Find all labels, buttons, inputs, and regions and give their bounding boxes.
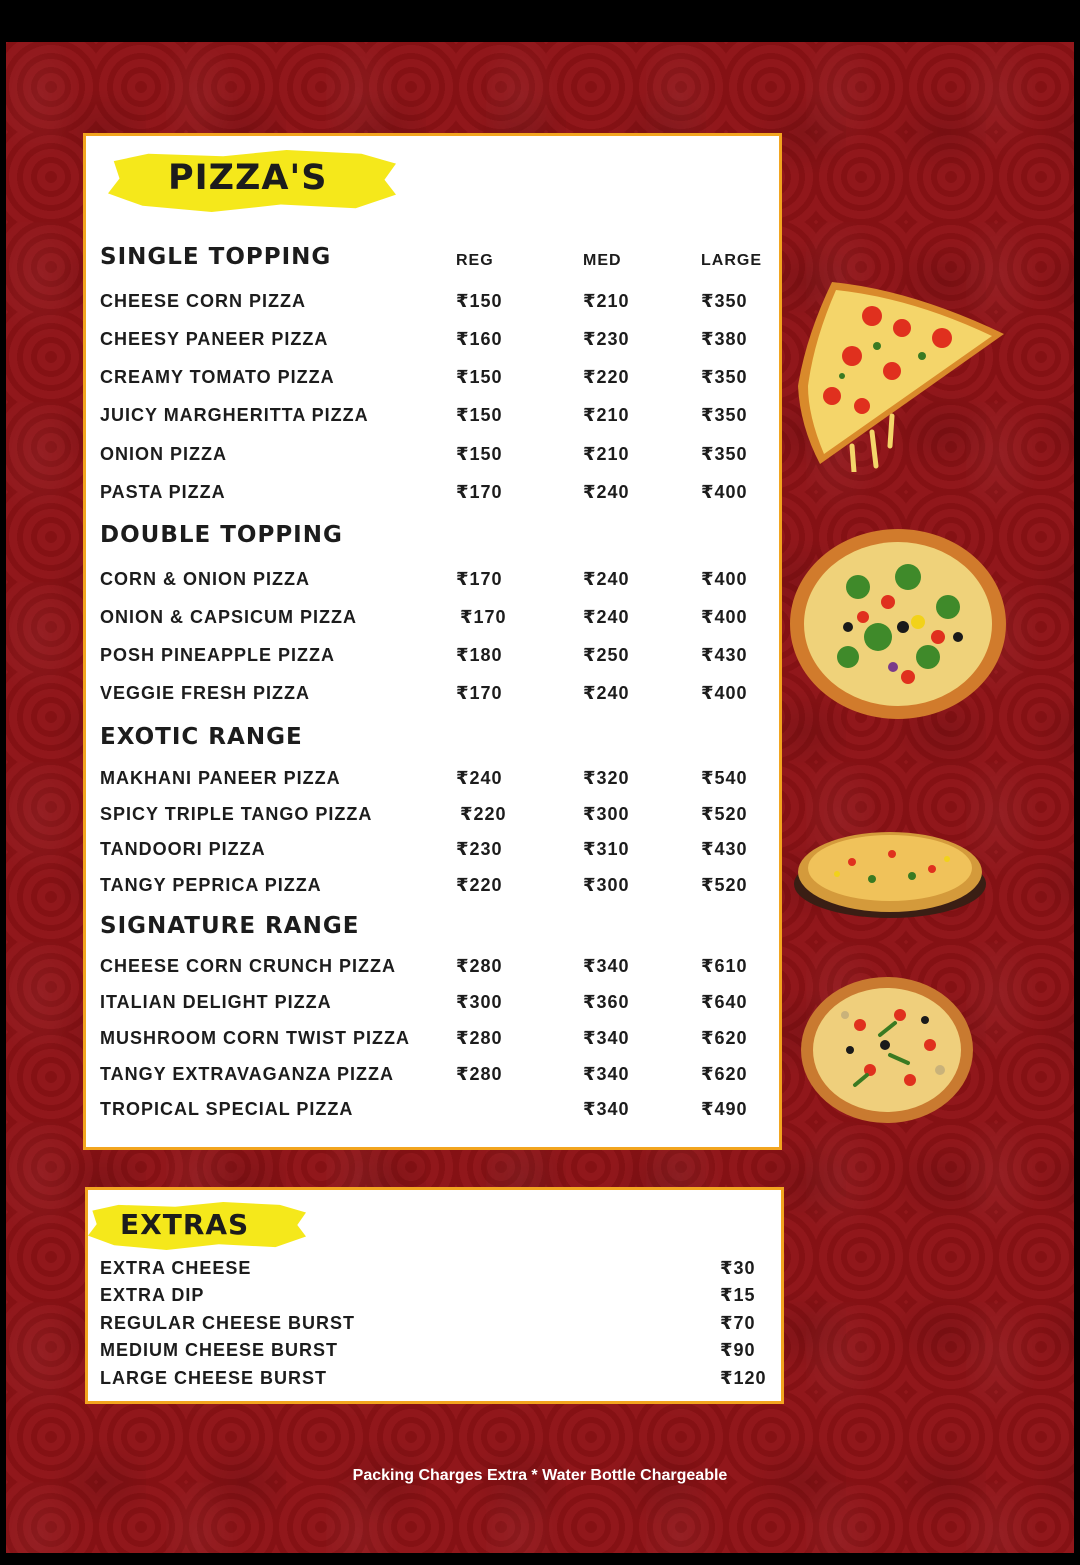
price-large: ₹520 xyxy=(701,875,748,895)
menu-item-row xyxy=(100,875,769,899)
extra-price: ₹120 xyxy=(720,1368,767,1388)
menu-item-row xyxy=(100,1028,769,1052)
price-med: ₹320 xyxy=(583,768,630,788)
extra-name: LARGE CHEESE BURST xyxy=(100,1368,328,1388)
item-name: MAKHANI PANEER PIZZA xyxy=(100,768,341,788)
price-med: ₹220 xyxy=(583,367,630,387)
price-large: ₹400 xyxy=(701,683,748,703)
extra-price: ₹15 xyxy=(720,1285,756,1305)
price-reg: ₹280 xyxy=(456,1028,503,1048)
price-reg: ₹240 xyxy=(456,768,503,788)
price-large: ₹350 xyxy=(701,444,748,464)
menu-item-row xyxy=(100,839,769,863)
menu-item-row xyxy=(100,405,769,429)
price-large: ₹350 xyxy=(701,405,748,425)
price-large: ₹540 xyxy=(701,768,748,788)
price-reg: ₹150 xyxy=(456,405,503,425)
section-title: EXOTIC RANGE xyxy=(100,724,303,750)
price-med: ₹340 xyxy=(583,1028,630,1048)
price-reg: ₹300 xyxy=(456,992,503,1012)
extra-name: MEDIUM CHEESE BURST xyxy=(100,1340,339,1360)
menu-item-row xyxy=(100,683,769,707)
price-large: ₹490 xyxy=(701,1099,748,1119)
extra-price: ₹90 xyxy=(720,1340,756,1360)
price-reg: ₹160 xyxy=(456,329,503,349)
menu-item-row xyxy=(100,645,769,669)
item-name: JUICY MARGHERITTA PIZZA xyxy=(100,405,369,425)
extras-item-row xyxy=(100,1285,771,1309)
item-name: TANDOORI PIZZA xyxy=(100,839,266,859)
price-med: ₹240 xyxy=(583,607,630,627)
item-name: CHEESY PANEER PIZZA xyxy=(100,329,329,349)
price-reg: ₹280 xyxy=(456,1064,503,1084)
price-reg: ₹230 xyxy=(456,839,503,859)
price-large: ₹610 xyxy=(701,956,748,976)
size-header-large: LARGE xyxy=(701,252,762,269)
price-reg: ₹170 xyxy=(460,607,507,627)
price-large: ₹400 xyxy=(701,482,748,502)
extra-name: EXTRA DIP xyxy=(100,1285,205,1305)
item-name: CREAMY TOMATO PIZZA xyxy=(100,367,335,387)
item-name: CHEESE CORN PIZZA xyxy=(100,291,307,311)
price-med: ₹340 xyxy=(583,1064,630,1084)
pizza-slice-icon xyxy=(792,276,1007,472)
menu-item-row xyxy=(100,329,769,353)
item-name: ONION PIZZA xyxy=(100,444,227,464)
price-med: ₹300 xyxy=(583,804,630,824)
price-large: ₹640 xyxy=(701,992,748,1012)
menu-item-row xyxy=(100,291,769,315)
price-med: ₹300 xyxy=(583,875,630,895)
item-name: CHEESE CORN CRUNCH PIZZA xyxy=(100,956,397,976)
price-large: ₹620 xyxy=(701,1028,748,1048)
price-reg: ₹170 xyxy=(456,569,503,589)
extras-item-row xyxy=(100,1368,771,1392)
extras-item-row xyxy=(100,1313,771,1337)
item-name: TANGY EXTRAVAGANZA PIZZA xyxy=(100,1064,394,1084)
footer-note-text: Packing Charges Extra * Water Bottle Chargeable xyxy=(352,1467,728,1484)
pizza-whole-icon xyxy=(788,527,1008,722)
extra-name: REGULAR CHEESE BURST xyxy=(100,1313,356,1333)
size-header-reg: REG xyxy=(456,252,494,269)
price-large: ₹620 xyxy=(701,1064,748,1084)
menu-item-row xyxy=(100,607,769,631)
item-name: TROPICAL SPECIAL PIZZA xyxy=(100,1099,354,1119)
price-med: ₹210 xyxy=(583,291,630,311)
item-name: VEGGIE FRESH PIZZA xyxy=(100,683,311,703)
menu-item-row xyxy=(100,367,769,391)
menu-title: PIZZA'S xyxy=(168,158,328,198)
price-med: ₹210 xyxy=(583,405,630,425)
price-med: ₹240 xyxy=(583,482,630,502)
menu-item-row xyxy=(100,1099,769,1123)
price-reg: ₹170 xyxy=(456,683,503,703)
menu-item-row xyxy=(100,992,769,1016)
price-reg: ₹150 xyxy=(456,444,503,464)
item-name: MUSHROOM CORN TWIST PIZZA xyxy=(100,1028,410,1048)
menu-item-row xyxy=(100,482,769,506)
price-med: ₹240 xyxy=(583,569,630,589)
menu-item-row xyxy=(100,569,769,593)
price-reg: ₹170 xyxy=(456,482,503,502)
price-large: ₹350 xyxy=(701,291,748,311)
pizza-topped-icon xyxy=(800,975,975,1125)
price-med: ₹230 xyxy=(583,329,630,349)
extras-card xyxy=(85,1187,784,1404)
price-large: ₹400 xyxy=(701,569,748,589)
price-large: ₹520 xyxy=(701,804,748,824)
price-reg: ₹220 xyxy=(460,804,507,824)
extra-price: ₹70 xyxy=(720,1313,756,1333)
extras-item-row xyxy=(100,1258,771,1282)
price-reg: ₹280 xyxy=(456,956,503,976)
item-name: POSH PINEAPPLE PIZZA xyxy=(100,645,336,665)
pizza-pan-icon xyxy=(792,824,988,919)
item-name: CORN & ONION PIZZA xyxy=(100,569,310,589)
price-reg: ₹150 xyxy=(456,291,503,311)
menu-item-row xyxy=(100,804,769,828)
price-med: ₹340 xyxy=(583,956,630,976)
extras-title: EXTRAS xyxy=(120,1208,250,1241)
price-large: ₹400 xyxy=(701,607,748,627)
price-med: ₹340 xyxy=(583,1099,630,1119)
price-reg: ₹220 xyxy=(456,875,503,895)
price-med: ₹250 xyxy=(583,645,630,665)
price-med: ₹240 xyxy=(583,683,630,703)
size-header-med: MED xyxy=(583,252,622,269)
section-title: SINGLE TOPPING xyxy=(100,244,332,270)
price-reg: ₹150 xyxy=(456,367,503,387)
price-med: ₹210 xyxy=(583,444,630,464)
section-title: DOUBLE TOPPING xyxy=(100,522,343,548)
price-med: ₹310 xyxy=(583,839,630,859)
item-name: SPICY TRIPLE TANGO PIZZA xyxy=(100,804,373,824)
extras-item-row xyxy=(100,1340,771,1364)
menu-item-row xyxy=(100,768,769,792)
price-reg: ₹180 xyxy=(456,645,503,665)
price-large: ₹430 xyxy=(701,839,748,859)
section-title: SIGNATURE RANGE xyxy=(100,913,360,939)
item-name: PASTA PIZZA xyxy=(100,482,226,502)
price-large: ₹350 xyxy=(701,367,748,387)
price-large: ₹430 xyxy=(701,645,748,665)
extra-name: EXTRA CHEESE xyxy=(100,1258,252,1278)
item-name: ITALIAN DELIGHT PIZZA xyxy=(100,992,332,1012)
item-name: TANGY PEPRICA PIZZA xyxy=(100,875,322,895)
price-med: ₹360 xyxy=(583,992,630,1012)
footer-note xyxy=(0,1467,1080,1485)
extra-price: ₹30 xyxy=(720,1258,756,1278)
menu-item-row xyxy=(100,1064,769,1088)
price-large: ₹380 xyxy=(701,329,748,349)
item-name: ONION & CAPSICUM PIZZA xyxy=(100,607,358,627)
pizza-menu-card xyxy=(83,133,782,1150)
menu-item-row xyxy=(100,956,769,980)
menu-item-row xyxy=(100,444,769,468)
